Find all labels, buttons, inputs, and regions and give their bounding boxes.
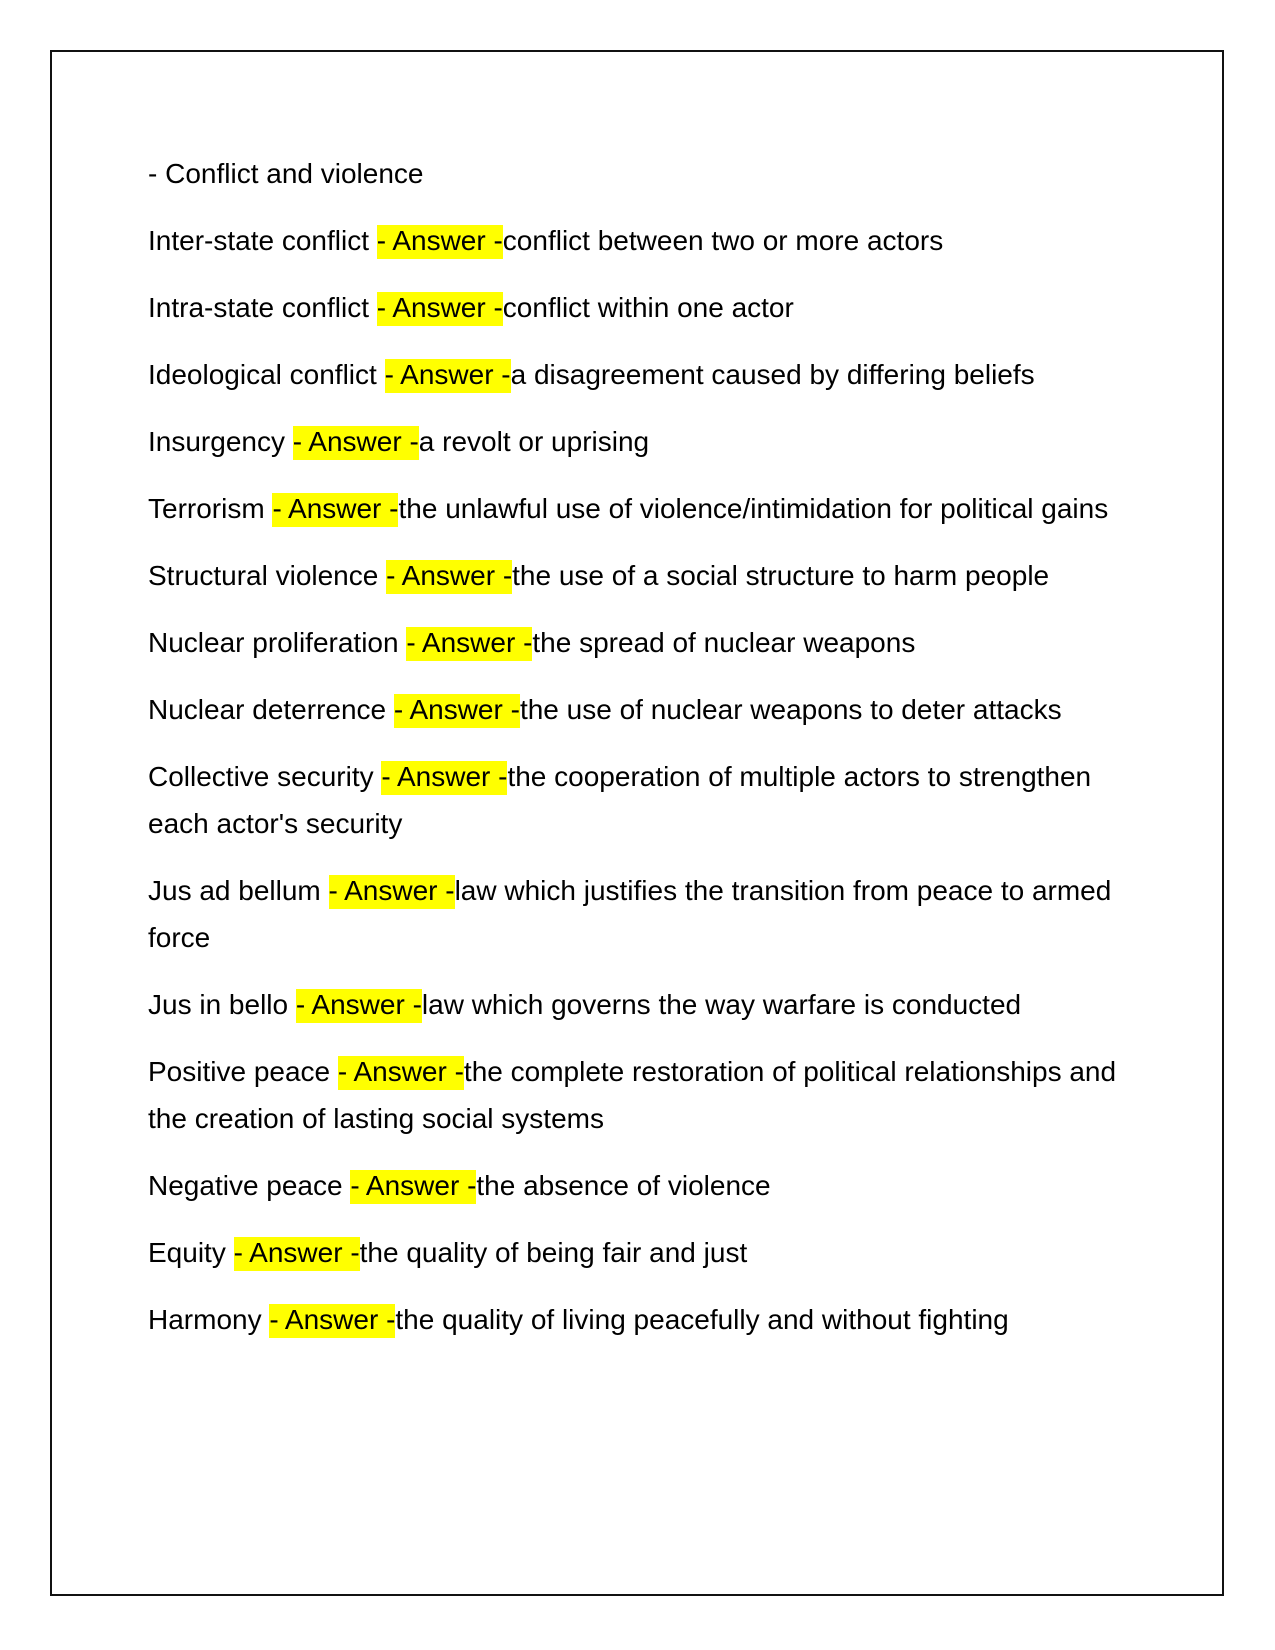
document-body (148, 150, 1148, 1363)
term: Negative peace (148, 1170, 343, 1201)
answer-marker: - Answer - (394, 694, 520, 728)
term: Insurgency (148, 426, 285, 457)
term: Structural violence (148, 560, 379, 591)
entry (148, 686, 1148, 733)
entry (148, 351, 1148, 398)
term: Collective security (148, 761, 374, 792)
definition: the cooperation of multiple actors to strengthen each actor's security (148, 761, 1092, 839)
entry (148, 217, 1148, 264)
entry (148, 981, 1148, 1028)
answer-marker: - Answer - (338, 1056, 464, 1090)
entry (148, 753, 1148, 847)
term: Positive peace (148, 1056, 331, 1087)
entry (148, 1048, 1148, 1142)
definition: conflict within one actor (502, 292, 794, 323)
definition: a disagreement caused by differing beliefs (510, 359, 1035, 390)
term: Nuclear proliferation (148, 627, 399, 658)
entry (148, 1162, 1148, 1209)
term: Terrorism (148, 493, 265, 524)
definition: the use of a social structure to harm people (512, 560, 1050, 591)
document-title: - Conflict and violence (148, 158, 424, 189)
definition: the use of nuclear weapons to deter attacks (519, 694, 1062, 725)
answer-marker: - Answer - (406, 627, 532, 661)
answer-marker: - Answer - (296, 989, 422, 1023)
term: Jus in bello (148, 989, 289, 1020)
definition: the complete restoration of political relationships and the creation of lasting social systems (148, 1056, 1117, 1134)
definition: law which justifies the transition from peace to armed force (148, 875, 1112, 953)
answer-marker: - Answer - (377, 292, 503, 326)
term: Intra-state conflict (148, 292, 369, 323)
entry (148, 552, 1148, 599)
definition: the quality of being fair and just (359, 1237, 748, 1268)
entry (148, 284, 1148, 331)
term: Jus ad bellum (148, 875, 321, 906)
term: Ideological conflict (148, 359, 377, 390)
answer-marker: - Answer - (269, 1304, 395, 1338)
definition: conflict between two or more actors (502, 225, 944, 256)
answer-marker: - Answer - (329, 875, 455, 909)
definition: the absence of violence (476, 1170, 771, 1201)
entry (148, 1229, 1148, 1276)
definition: law which governs the way warfare is conducted (421, 989, 1022, 1020)
answer-marker: - Answer - (234, 1237, 360, 1271)
answer-marker: - Answer - (385, 359, 511, 393)
definition: the unlawful use of violence/intimidation for political gains (398, 493, 1109, 524)
answer-marker: - Answer - (377, 225, 503, 259)
entry (148, 867, 1148, 961)
answer-marker: - Answer - (381, 761, 507, 795)
term: Nuclear deterrence (148, 694, 387, 725)
definition: the quality of living peacefully and without fighting (395, 1304, 1009, 1335)
entry (148, 418, 1148, 465)
answer-marker: - Answer - (293, 426, 419, 460)
entry (148, 619, 1148, 666)
term: Equity (148, 1237, 226, 1268)
answer-marker: - Answer - (350, 1170, 476, 1204)
answer-marker: - Answer - (386, 560, 512, 594)
entry (148, 1296, 1148, 1343)
term: Inter-state conflict (148, 225, 369, 256)
definition: a revolt or uprising (418, 426, 650, 457)
entry (148, 485, 1148, 532)
definition: the spread of nuclear weapons (532, 627, 916, 658)
answer-marker: - Answer - (272, 493, 398, 527)
term: Harmony (148, 1304, 262, 1335)
